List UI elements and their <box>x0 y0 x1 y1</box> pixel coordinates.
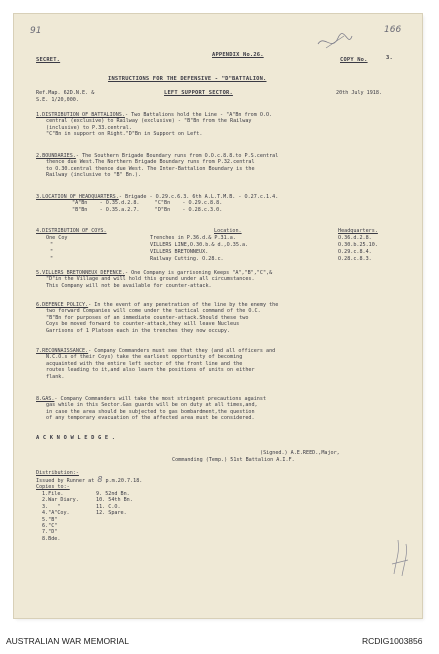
paragraph-heading: 6.DEFENCE POLICY. <box>36 302 89 308</box>
acknowledge-instruction: A C K N O W L E D G E . <box>36 435 116 441</box>
issued-hour-handwritten: 8 <box>97 475 103 484</box>
map-reference: Ref.Map. 62D.N.E. & <box>36 90 95 96</box>
paragraph-line: Garrisons of 1 Platoon each in the trenches they now occupy. <box>46 327 231 334</box>
paragraph-line: "B"Bn - O.35.a.2.7. "D"Bn - O.28.c.3.0. <box>72 206 223 213</box>
list-item: 9. 52nd Bn. <box>96 491 130 497</box>
signature-line: (Signed.) A.E.REED.,Major, <box>260 450 340 456</box>
copies-list-right <box>96 491 133 517</box>
list-item: 5."B" <box>42 516 58 523</box>
paragraph-line: "C"Bn in support on Right."D"Bn in Support on Left. <box>46 131 203 138</box>
row-location: VILLERS BRETONNEUX. <box>150 249 209 255</box>
list-item: 10. 54th Bn. <box>96 497 133 504</box>
row-headquarters: O.29.c.8.4. <box>338 249 372 255</box>
distribution-of-companies-table <box>36 228 416 272</box>
paragraph-line: - Brigade - O.29.c.6.3. 6th A.L.T.M.B. - O.27.c.1.4. <box>118 194 279 200</box>
paragraph-heading: 3.LOCATION OF HEADQUARTERS. <box>36 194 119 200</box>
issued-date-text: p.m.20.7.18. <box>105 478 143 484</box>
paragraph-line: - One Company is garrisoning Keeps "A","B","C",& <box>124 270 273 276</box>
row-unit: " <box>50 242 54 248</box>
copy-number: 3. <box>386 55 393 61</box>
paragraph-line: central (exclusive) to Railway (exclusive) - "B"Bn from the Railway <box>46 118 252 125</box>
document-title: INSTRUCTIONS FOR THE DEFENSIVE - "D"BATTALION. <box>108 76 267 82</box>
archive-footer <box>0 626 439 654</box>
paragraph-line: Coys be moved forward to counter-attack,they will leave Nucleus <box>46 321 240 328</box>
paragraph-heading: 7.RECONNAISSANCE. <box>36 348 89 354</box>
paragraph-line: "D"in the Village and will hold this ground under all circumstances. <box>46 276 255 283</box>
paragraph-line: This Company will not be available for counter-attack. <box>46 282 212 289</box>
paragraph-villers-bretonneux-defence <box>36 270 272 289</box>
row-location: VILLERS LINE,O.30.b.& d.,O.35.a. <box>150 242 249 248</box>
paragraph-line: - Company Commanders must see that they (and all officers and <box>88 348 276 354</box>
paragraph-line: thence due West.The Northern Brigade Boundary runs from P.32.central <box>46 159 255 166</box>
paragraph-heading: 1.DISTRIBUTION OF BATTALIONS. <box>36 112 125 118</box>
paragraph-gas <box>36 396 266 422</box>
paragraph-distribution-of-battalions <box>36 112 272 138</box>
document-page <box>14 14 422 618</box>
secret-marking: SECRET. <box>36 57 61 63</box>
pencil-margin-mark <box>386 534 416 582</box>
table-heading: 4.DISTRIBUTION OF COYS. <box>36 228 107 234</box>
list-item: 7."D" <box>42 529 58 536</box>
handwritten-page-number-left: 91 <box>30 26 42 36</box>
row-location: Trenches in P.36.d.& P.31.a. <box>150 235 236 241</box>
list-item: 11. C.O. <box>96 503 121 510</box>
copies-to-heading: Copies to:- <box>36 484 70 490</box>
distribution-heading: Distribution:- <box>36 470 79 476</box>
copy-label: COPY No. <box>340 57 368 63</box>
paragraph-line: Railway (inclusive to "B" Bn.). <box>46 172 142 179</box>
pencil-scribble-mark <box>314 30 354 54</box>
signature-appointment: Commanding (Temp.) 51st Battalion A.I.F. <box>172 457 295 463</box>
row-location: Railway Cutting. O.28.c. <box>150 256 224 262</box>
paragraph-line: - Company Commanders will take the most stringent precautions against <box>54 396 267 402</box>
issued-by-text: Issued by Runner at <box>36 478 95 484</box>
row-unit: " <box>50 256 54 262</box>
list-item: 4."A"Coy. <box>42 510 70 517</box>
copies-list-left <box>42 491 79 542</box>
row-unit: One Coy <box>46 235 68 241</box>
map-scale: S.E. 1/20,000. <box>36 97 79 103</box>
paragraph-line: "B"Bn for purposes of an immediate counter-attack.Should these two <box>46 314 249 321</box>
paragraph-line: routes leading to it,and also learn the positions of units on either <box>46 367 255 374</box>
list-item: 1.File. <box>42 491 64 497</box>
list-item: 12. Spare. <box>96 510 127 517</box>
paragraph-line: gas while in this Sector.Gas guards will be on duty at all times,and, <box>46 402 258 409</box>
paragraph-line: of any temporary evacuation of the affected area must be considered. <box>46 415 255 422</box>
list-item: 8.Bde. <box>42 535 61 542</box>
archive-name: AUSTRALIAN WAR MEMORIAL <box>6 636 129 646</box>
handwritten-folio-number: 166 <box>384 25 402 35</box>
paragraph-heading: 5.VILLERS BRETONNEUX DEFENCE. <box>36 270 125 276</box>
paragraph-line: to O.30.central thence due West. The Inter-Battalion Boundary is the <box>46 165 255 172</box>
paragraph-line: two forward Companies will come under the tactical command of the O.C. <box>46 308 261 315</box>
paragraph-boundaries <box>36 153 278 179</box>
paragraph-line: flank. <box>46 373 65 380</box>
paragraph-defence-policy <box>36 302 278 334</box>
list-item: 3. " <box>42 503 61 510</box>
table-column-location: Location. <box>214 228 242 234</box>
paragraph-line: acquainted with the entire left sector of the front line and the <box>46 360 243 367</box>
paragraph-line: (inclusive) to P.33.central. <box>46 124 132 131</box>
table-column-headquarters: Headquarters. <box>338 228 378 234</box>
row-headquarters: O.36.d.2.8. <box>338 235 372 241</box>
paragraph-heading: 2.BOUNDARIES. <box>36 153 76 159</box>
paragraph-heading: 8.GAS. <box>36 396 55 402</box>
paragraph-line: "A"Bn - O.35.d.2.8. "C"Bn - O.29.c.8.8. <box>72 200 223 207</box>
document-date: 20th July 1918. <box>336 90 383 96</box>
paragraph-reconnaissance <box>36 348 275 380</box>
paragraph-location-of-headquarters <box>36 194 278 213</box>
row-headquarters: O.30.b.25.10. <box>338 242 378 248</box>
row-unit: " <box>50 249 54 255</box>
paragraph-line: - Two Battalions hold the Line - "A"Bn from O.O. <box>124 112 273 118</box>
sector-name: LEFT SUPPORT SECTOR. <box>164 90 233 96</box>
paragraph-line: N.C.O.s of their Coys) take the earliest opportunity of becoming <box>46 354 243 361</box>
appendix-number: APPENDIX No.26. <box>212 52 264 58</box>
paragraph-line: in case the area should be subjected to gas bombardment,the question <box>46 408 255 415</box>
list-item: 6."C" <box>42 523 58 530</box>
paragraph-line: - The Southern Brigade Boundary runs from O.O.c.8.8.to P.S.central <box>75 153 279 159</box>
paragraph-line: - In the event of any penetration of the line by the enemy the <box>88 302 279 308</box>
archive-reference: RCDIG1003856 <box>362 636 423 646</box>
list-item: 2.War Diary. <box>42 497 79 504</box>
row-headquarters: O.28.c.8.3. <box>338 256 372 262</box>
